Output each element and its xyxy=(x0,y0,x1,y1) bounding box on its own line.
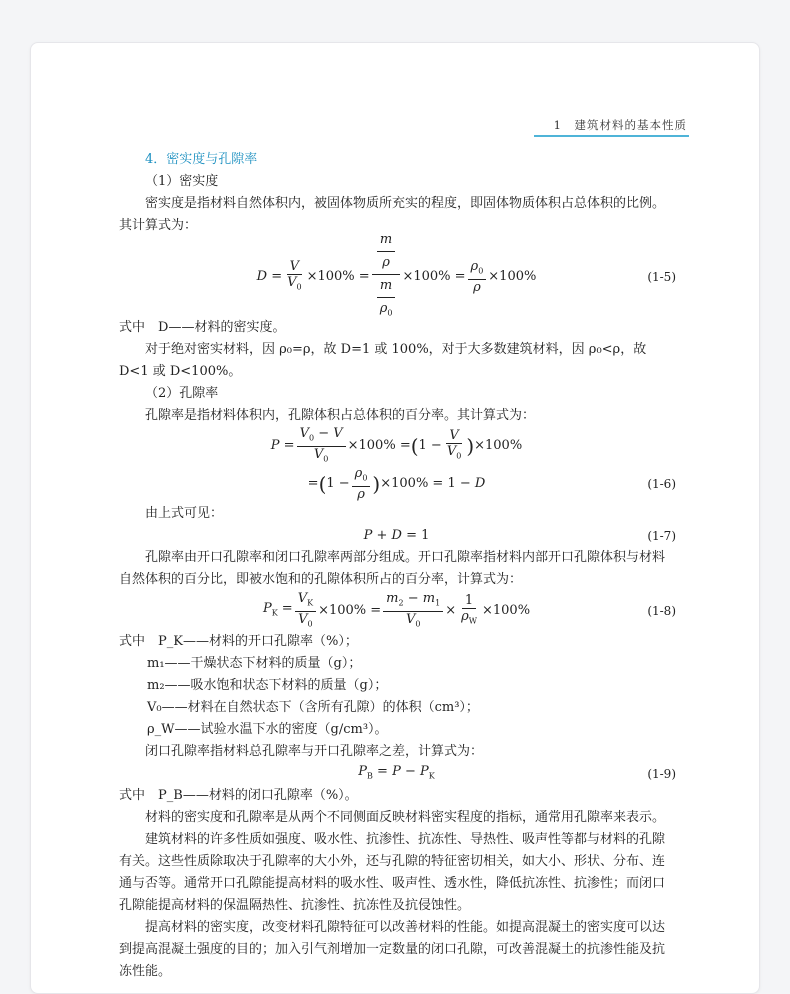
equation-1-6b: = ( 1 − $\frac{\rho_0}{\rho}$ ) ×100% = 1 − D (1-6) xyxy=(307,466,676,502)
para-porosity-def: 孔隙率是指材料体积内，孔隙体积占总体积的百分率。其计算式为： xyxy=(145,408,536,423)
para-indicators: 材料的密实度和孔隙率是从两个不同侧面反映材料密实程度的指标，通常用孔隙率来表示。 xyxy=(145,810,666,825)
para-closed-porosity: 闭口孔隙率指材料总孔隙率与开口孔隙率之差，计算式为： xyxy=(145,744,484,759)
document-page xyxy=(30,42,760,994)
equation-1-5: D = $\frac{V}{V_0}$ ×100% = $\frac{\frac{m}{\rho}}{\frac{m}{\rho_0}}$ ×100% = $\frac{\rho_0}{\rho}$ ×100% (1-5) xyxy=(119,237,674,317)
equation-1-7: P + D = 1 (1-7) xyxy=(119,525,674,547)
equation-1-8: $P_K$ = $\frac{V_K}{V_0}$ ×100% = $\frac{m_2 - m_1}{V_0}$ × $\frac{1}{\rho_W}$ ×100% (1-8) xyxy=(262,590,676,629)
eq-number: (1-9) xyxy=(647,767,676,781)
definition-item: ρ_W——试验水温下水的密度（g/cm³）。 xyxy=(147,722,388,737)
eq-number: (1-6) xyxy=(647,477,676,491)
eq-number: (1-8) xyxy=(647,604,676,618)
running-header: 1 建筑材料的基本性质 xyxy=(534,117,689,137)
para-density-def: 密实度是指材料自然体积内，被固体物质所充实的程度，即固体物质体积占总体积的比例。其计算式为： xyxy=(119,196,666,233)
para-improvement: 提高材料的密实度，改变材料孔隙特征可以改善材料的性能。如提高混凝土的密实度可以达到提高混凝土强度的目的；加入引气剂增加一定数量的闭口孔隙，可改善混凝土的抗渗性能及抗冻性能。 xyxy=(119,920,666,979)
definition-item: 式中 P_K——材料的开口孔隙率（%）； xyxy=(119,634,358,649)
page-body xyxy=(119,115,674,983)
definition-PB: 式中 P_B——材料的闭口孔隙率（%）。 xyxy=(119,788,358,803)
definition-item: V₀——材料在自然状态下（含所有孔隙）的体积（cm³）； xyxy=(147,700,479,715)
equation-1-9: $P_B = P - P_K$ (1-9) xyxy=(119,763,674,785)
para-from-above: 由上式可见： xyxy=(145,506,224,521)
para-open-porosity: 孔隙率由开口孔隙率和闭口孔隙率两部分组成。开口孔隙率指材料内部开口孔隙体积与材料自然体积的百分比，即被水饱和的孔隙体积所占的百分率，计算式为： xyxy=(119,550,666,587)
definitions-list xyxy=(119,631,674,741)
definition-D: 式中 D——材料的密实度。 xyxy=(119,320,286,335)
subsection-porosity: （2）孔隙率 xyxy=(145,386,219,401)
eq-number: (1-7) xyxy=(647,529,676,543)
definition-item: m₁——干燥状态下材料的质量（g）； xyxy=(147,656,362,671)
equation-1-6a: P = $\frac{V_0 - V}{V_0}$ ×100% = ( 1 − $\frac{V}{V_0}$ ) ×100% xyxy=(270,425,523,464)
para-properties: 建筑材料的许多性质如强度、吸水性、抗渗性、抗冻性、导热性、吸声性等都与材料的孔隙有关。这些性质除取决于孔隙率的大小外，还与孔隙的特征密切相关，如大小、形状、分布、连通与否等。通常开口孔隙能提高材料的吸水性、吸声性、透水性，降低抗冻性、抗渗性；而闭口孔隙能提高材料的保温隔热性、抗渗性、抗冻性及抗侵蚀性。 xyxy=(119,832,666,913)
section-title: 4．密实度与孔隙率 xyxy=(145,152,258,167)
eq-number: (1-5) xyxy=(647,270,676,284)
subsection-density: （1）密实度 xyxy=(145,174,219,189)
para-density-note: 对于绝对密实材料，因 ρ₀=ρ，故 D=1 或 100%，对于大多数建筑材料，因 ρ₀<ρ，故 D<1 或 D<100%。 xyxy=(119,342,647,379)
definition-item: m₂——吸水饱和状态下材料的质量（g）； xyxy=(147,678,388,693)
